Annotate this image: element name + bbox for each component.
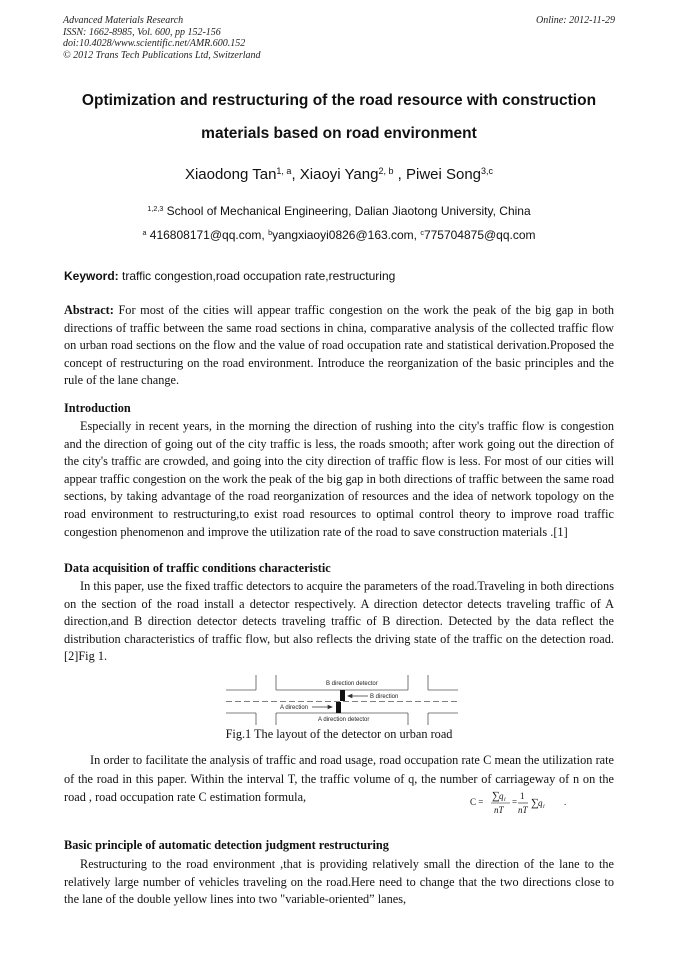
author-name: Xiaoyi Yang bbox=[299, 166, 379, 183]
occupation-rate-paragraph: In order to facilitate the analysis of traffic and road usage, road occupation rate C mean the utilization rate of the road in this paper. Within the interval T, the traffic volume of q, the number of carriageway of n on the road , road occupation rate C estimation formula, bbox=[64, 753, 614, 804]
a-direction-detector-block bbox=[336, 702, 341, 713]
author-superscript: 2, b bbox=[378, 166, 394, 177]
a-direction-label: A direction bbox=[280, 705, 309, 711]
keyword-label: Keyword: bbox=[64, 269, 119, 283]
doi: doi:10.4028/www.scientific.net/AMR.600.152 bbox=[63, 38, 246, 49]
keyword-text: traffic congestion,road occupation rate,restructuring bbox=[122, 269, 396, 283]
formula-q-2: q bbox=[538, 798, 543, 808]
email: 775704875@qq.com bbox=[423, 228, 536, 242]
journal-header bbox=[63, 15, 261, 61]
formula-denominator: nT bbox=[494, 805, 504, 815]
paper-title-line-1: Optimization and restructuring of the road resource with construction bbox=[81, 92, 597, 109]
formula-end: . bbox=[564, 797, 567, 807]
journal-name: Advanced Materials Research bbox=[63, 15, 184, 26]
data-acquisition-paragraph: In this paper, use the fixed traffic detectors to acquire the parameters of the road.Traveling in both directions on the section of the road install a detector respectively. A direction detector detects traveling traffic of A direction,and B direction detector detects traveling traffic of B direction. Detected by the data reflect the distribution characteristics of traffic flow, but also reflects the driving state of the traffic on the detection road. [2]Fig 1. bbox=[64, 579, 614, 664]
b-detector-label: B direction detector bbox=[326, 681, 378, 687]
detector-layout-figure bbox=[226, 673, 458, 725]
copyright: © 2012 Trans Tech Publications Ltd, Switzerland bbox=[63, 49, 261, 61]
author-superscript: 3,c bbox=[481, 166, 494, 177]
abstract bbox=[64, 302, 614, 390]
section-heading-data-acquisition: Data acquisition of traffic conditions characteristic bbox=[64, 561, 331, 575]
email-superscript: a bbox=[142, 228, 147, 238]
keywords bbox=[64, 269, 395, 283]
formula-numerator: q bbox=[499, 791, 504, 801]
email-list bbox=[40, 228, 638, 242]
issn: ISSN: 1662-8985, Vol. 600, pp 152-156 bbox=[63, 26, 221, 38]
email: yangxiaoyi0826@163.com, bbox=[272, 228, 417, 242]
figure-caption: Fig.1 The layout of the detector on urban road bbox=[225, 727, 453, 741]
formula-one: 1 bbox=[520, 791, 525, 801]
formula-sum-2: ∑ bbox=[531, 797, 539, 809]
formula-subscript: i bbox=[504, 797, 506, 803]
author-name: Piwei Song bbox=[405, 166, 482, 183]
affiliation-superscript: 1,2,3 bbox=[147, 204, 164, 214]
abstract-label: Abstract: bbox=[64, 303, 114, 317]
formula-denominator-2: nT bbox=[518, 805, 528, 815]
online-date: Online: 2012-11-29 bbox=[536, 15, 615, 26]
svg-text:=: = bbox=[512, 797, 518, 807]
formula-lhs: C = bbox=[470, 797, 484, 807]
a-detector-label: A direction detector bbox=[318, 717, 370, 723]
section-heading-introduction: Introduction bbox=[64, 401, 131, 415]
formula-subscript-2: i bbox=[543, 804, 545, 810]
affiliation bbox=[40, 204, 638, 218]
basic-principle-paragraph: Restructuring to the road environment ,that is providing relatively small the direction of the lane to the relatively large number of vehicles traveling on the road.Here need to change that the two directions close to the lane of the double yellow lines into two "variable-oriented” lanes, bbox=[64, 857, 614, 907]
introduction-paragraph: Especially in recent years, in the morning the direction of rushing into the city's traffic flow is congestion and the direction of going out of the city traffic is less, the roads smooth; after work going out the direction of the city's traffic are crowded, and going into the city direction of traffic flow is less. For most of our cities will appear traffic congestion on the work the peak of the big gap in both directions of traffic between the same road sections, by taking advantage of the road reorganization of resources and the idea of network topology on the road environment to restructuring,to exist road resources to optimal control theory to improve road traffic congestion phenomenon and improve the utilization rate of the road to save construction materials .[1] bbox=[64, 419, 614, 539]
b-direction-label: B direction bbox=[370, 694, 399, 700]
formula-sum: ∑ bbox=[492, 790, 500, 802]
author-name: Xiaodong Tan bbox=[184, 166, 277, 183]
email: 416808171@qq.com, bbox=[149, 228, 265, 242]
b-direction-detector-block bbox=[340, 690, 345, 701]
email-superscript: b bbox=[268, 228, 273, 238]
affiliation-text: School of Mechanical Engineering, Dalian Jiaotong University, China bbox=[166, 204, 531, 218]
section-heading-basic-principle: Basic principle of automatic detection judgment restructuring bbox=[64, 838, 389, 852]
author-list: Xiaodong Tan$^{1, a}$, Xiaoyi Yang$^{2, b}$ , Piwei Song$^{3,c}$ bbox=[184, 166, 494, 183]
author-superscript: 1, a bbox=[276, 166, 292, 177]
abstract-text: For most of the cities will appear traffic congestion on the work the peak of the big gap in both directions of traffic between the same road sections in china, comparative analysis of the collected traffic flow on urban road sections on the flow and the value of road occupation rate and statistical derivation.Proposed the concept of restructuring on the road environment. Introduce the reorganization of the basic principles and the rule of the lane change. bbox=[64, 303, 614, 388]
email-superscript: c bbox=[420, 228, 424, 238]
occupation-formula bbox=[468, 785, 588, 821]
paper-title-line-2: materials based on road environment bbox=[201, 125, 477, 142]
